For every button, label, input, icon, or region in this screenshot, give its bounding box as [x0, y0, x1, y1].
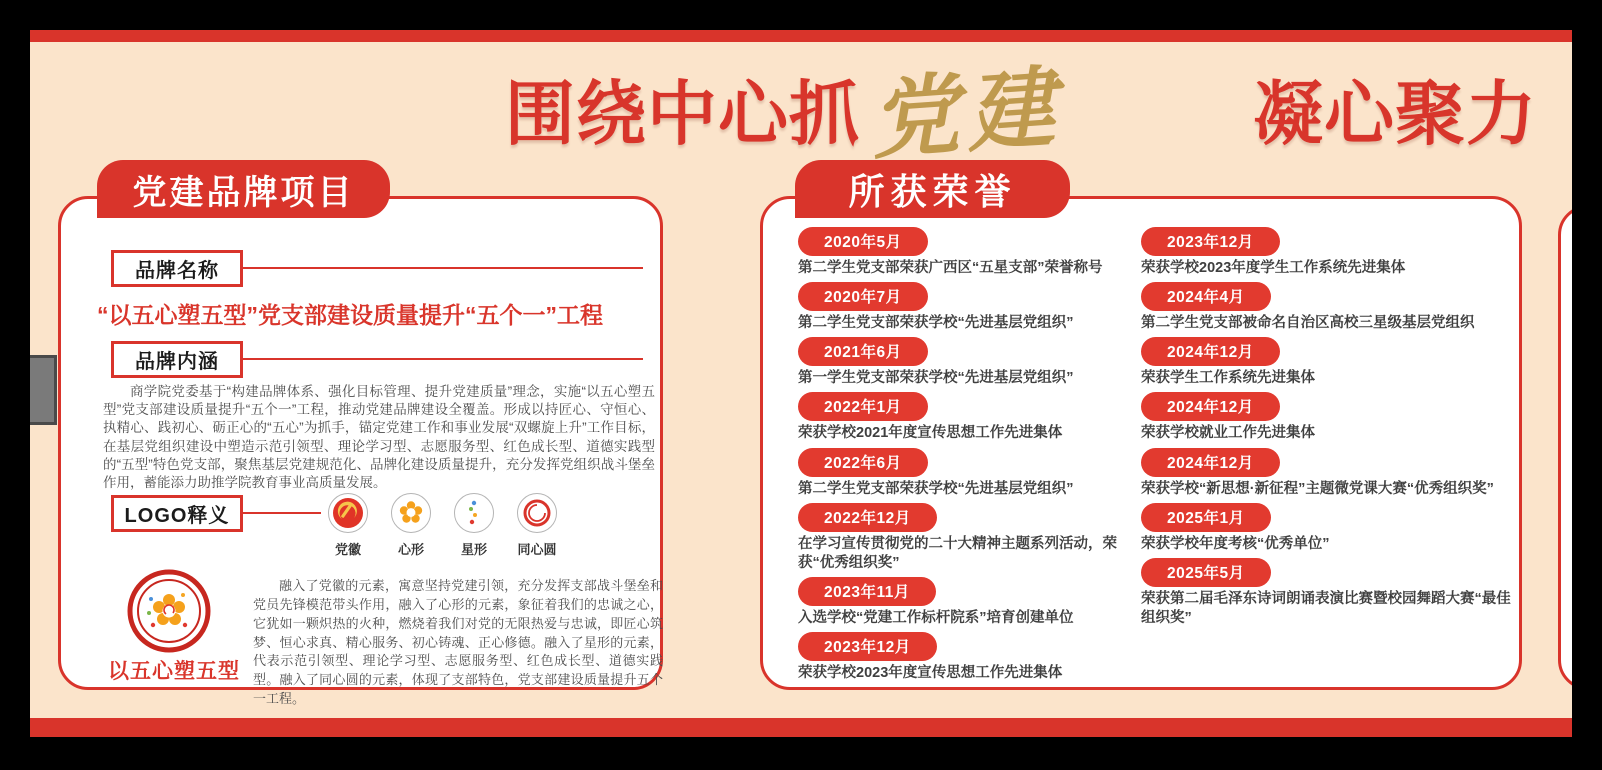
banner-title-calligraphy: 党建: [867, 54, 1066, 172]
honor-date-badge: 2022年12月: [798, 503, 937, 532]
honor-text: 荣获学校2021年度宣传思想工作先进集体: [798, 425, 1063, 442]
heart-icon: [391, 493, 431, 533]
icon-label: 党徽: [334, 542, 361, 557]
star-icon: [454, 493, 494, 533]
honor-date-badge: 2025年5月: [1141, 558, 1271, 587]
honor-text: 在学习宣传贯彻党的二十大精神主题系列活动，荣获“优秀组织奖”: [798, 535, 1117, 571]
icon-label: 心形: [397, 542, 424, 557]
honor-item: [1141, 558, 1513, 628]
honor-text: 荣获学校年度考核“优秀单位”: [1141, 535, 1330, 552]
banner-title-part3: 凝心聚力: [1253, 75, 1538, 153]
honor-date-badge: 2020年5月: [798, 227, 928, 256]
honor-item: [798, 282, 1136, 333]
bottom-red-bar: [30, 718, 1572, 737]
side-clip: [30, 355, 57, 425]
honor-item: [798, 392, 1136, 443]
honors-column-left: [798, 227, 1136, 687]
divider-line: [243, 358, 643, 360]
honor-item: [798, 577, 1136, 628]
honor-text: 第二学生党支部荣获学校“先进基层党组织”: [798, 480, 1074, 497]
banner-title: [505, 44, 1537, 170]
honor-item: [798, 337, 1136, 388]
brand-meaning-label: 品牌内涵: [135, 351, 219, 373]
honor-item: [798, 448, 1136, 499]
honor-date-badge: 2022年1月: [798, 392, 928, 421]
honors-panel-header-label: 所获荣誉: [848, 170, 1017, 212]
board-background: [30, 30, 1572, 737]
brand-project-panel: [58, 196, 663, 707]
icon-label: 同心圆: [517, 542, 557, 557]
clipped-right-panel-edge: [1558, 205, 1572, 690]
honor-text: 荣获学生工作系统先进集体: [1141, 370, 1315, 387]
party-emblem-icon: [328, 493, 368, 533]
honor-date-badge: 2024年12月: [1141, 337, 1280, 366]
honor-text: 荣获学校就业工作先进集体: [1141, 425, 1315, 442]
brand-name-label-box: [111, 250, 243, 287]
honor-text: 荣获学校“新思想·新征程”主题微党课大赛“优秀组织奖”: [1141, 480, 1494, 497]
honor-date-badge: 2024年12月: [1141, 392, 1280, 421]
honor-text: 入选学校“党建工作标杆院系”培育创建单位: [798, 609, 1074, 626]
divider-line: [243, 512, 321, 514]
honor-text: 荣获学校2023年度学生工作系统先进集体: [1141, 260, 1406, 276]
logo-explanation-paragraph: 融入了党徽的元素，寓意坚持党建引领，充分发挥支部战斗堡垒和党员先锋模范带头作用，融入了心形的元素，象征着我们的忠诚之心，它犹如一颗炽热的火种，燃烧着我们对党的无限热爱与忠诚，即匠心筑梦、恒心求真、精心服务、初心铸魂、正心修德。融入了星形的元素，代表示范引领型、理论学习型、志愿服务型、红色成长型、道德实践型。融入了同心圆的元素，体现了支部特色，党支部建设质量提升五个一工程。: [253, 578, 663, 707]
top-red-bar: [30, 30, 1572, 42]
honor-item: [798, 632, 1136, 683]
honor-text: 荣获学校2023年度宣传思想工作先进集体: [798, 665, 1063, 681]
honor-date-badge: 2025年1月: [1141, 503, 1271, 532]
honor-text: 荣获第二届毛泽东诗词朗诵表演比赛暨校园舞蹈大赛“最佳组织奖”: [1141, 590, 1511, 626]
honor-text: 第二学生党支部荣获广西区“五星支部”荣誉称号: [798, 260, 1103, 276]
honor-item: [1141, 448, 1513, 499]
honor-date-badge: 2023年12月: [1141, 227, 1280, 256]
honor-date-badge: 2024年12月: [1141, 448, 1280, 477]
honor-text: 第二学生党支部荣获学校“先进基层党组织”: [798, 315, 1074, 332]
honor-date-badge: 2024年4月: [1141, 282, 1271, 311]
honors-column-right: [1141, 227, 1513, 632]
brand-meaning-label-box: [111, 341, 243, 378]
honor-item: [1141, 392, 1513, 443]
honor-text: 第一学生党支部荣获学校“先进基层党组织”: [798, 370, 1074, 387]
divider-line: [243, 267, 643, 269]
honor-item: [1141, 337, 1513, 388]
logo-label: LOGO释义: [124, 505, 230, 527]
brand-meaning-paragraph: 商学院党委基于“构建品牌体系、强化目标管理、提升党建质量”理念，实施“以五心塑五型”党支部建设质量提升“五个一”工程，推动党建品牌建设全覆盖。形成以持匠心、守恒心、执精心、践初心、砺正心的“五心”为抓手，锚定党建工作和事业发展“双螺旋上升”工作目标，在基层党组织建设中塑造示范引领型、理论学习型、志愿服务型、红色成长型、道德实践型的“五型”特色党支部，聚焦基层党建规范化、品牌化建设质量提升，充分发挥党组织战斗堡垒作用，蓄能添力助推学院教育事业高质量发展。: [103, 384, 655, 491]
brand-logo-name: 以五心塑五型: [108, 660, 240, 683]
brand-logo: [127, 569, 211, 653]
honor-date-badge: 2020年7月: [798, 282, 928, 311]
honor-text: 第二学生党支部被命名自治区高校三星级基层党组织: [1141, 315, 1475, 332]
honor-item: [798, 503, 1136, 573]
brand-name-text: “以五心塑五型”党支部建设质量提升“五个一”工程: [97, 302, 603, 328]
honor-item: [798, 227, 1136, 278]
icon-label: 星形: [460, 542, 487, 557]
brand-name-label: 品牌名称: [135, 260, 219, 282]
honor-item: [1141, 503, 1513, 554]
honor-date-badge: 2023年11月: [798, 577, 936, 606]
banner-title-part1: 围绕中心抓: [505, 75, 860, 153]
left-panel-header-label: 党建品牌项目: [132, 173, 355, 212]
honor-date-badge: 2021年6月: [798, 337, 928, 366]
logo-label-box: [111, 495, 243, 532]
honors-panel: [760, 196, 1522, 690]
left-panel-header: [97, 160, 390, 218]
honor-item: [1141, 282, 1513, 333]
honor-item: [1141, 227, 1513, 278]
honor-date-badge: 2023年12月: [798, 632, 937, 661]
concentric-circles-icon: [517, 493, 557, 533]
honor-date-badge: 2022年6月: [798, 448, 928, 477]
